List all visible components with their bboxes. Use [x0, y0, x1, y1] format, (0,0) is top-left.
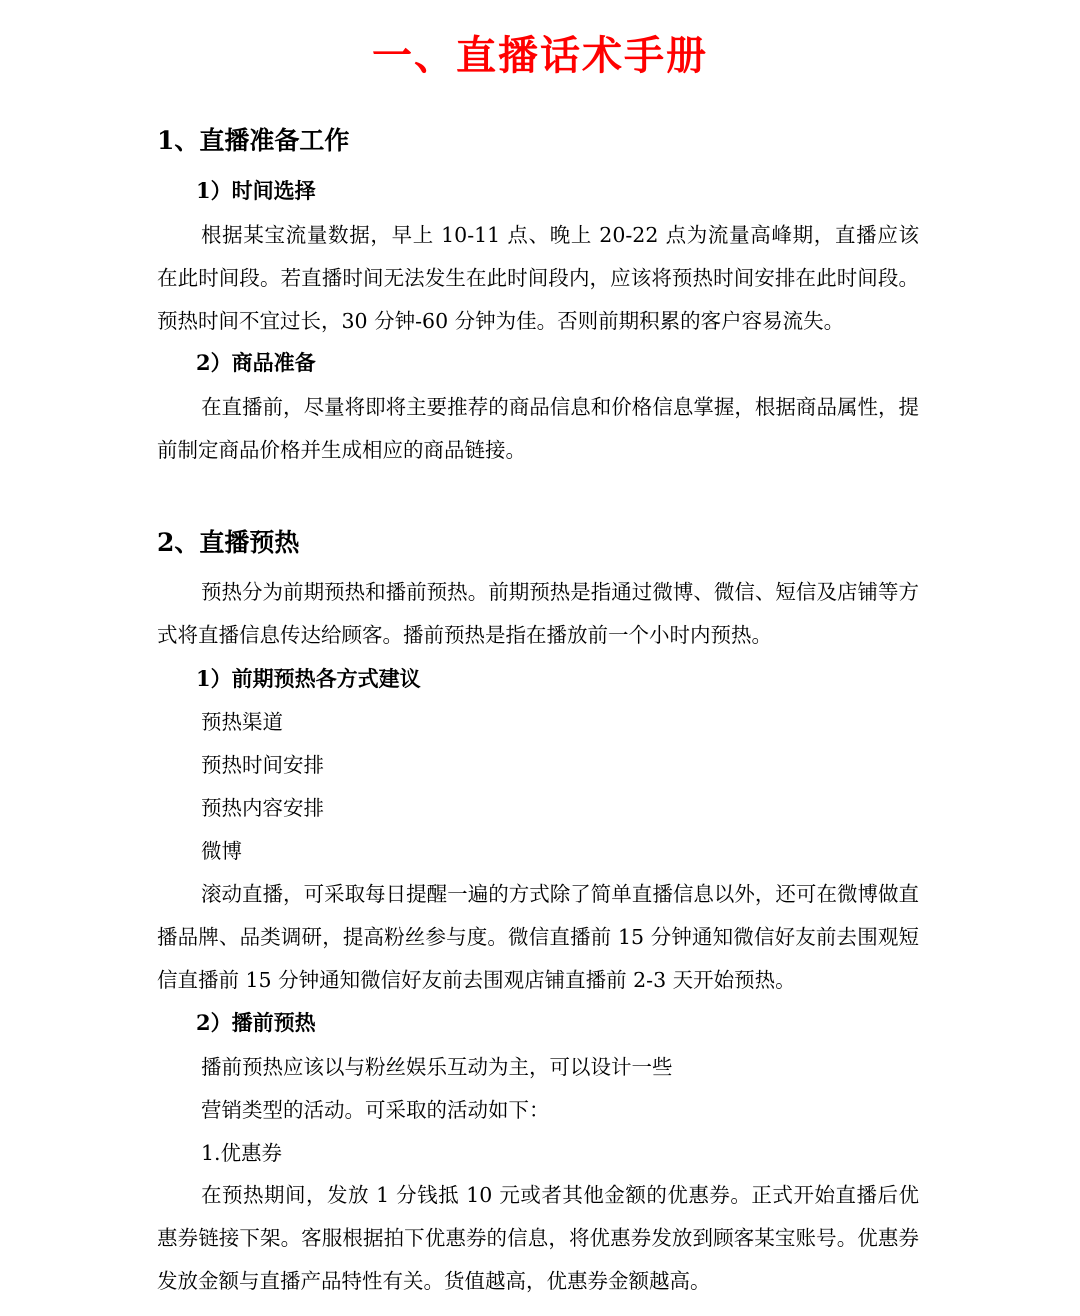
paragraph-coupon: 在预热期间，发放 1 分钱抵 10 元或者其他金额的优惠券。正式开始直播后优惠券链接下架。客服根据拍下优惠券的信息，将优惠券发放到顾客某宝账号。优惠券发放金额与直播产品特性有关。货值越高，优惠券金额越高。 [157, 1183, 919, 1293]
list-item: 预热内容安排 [201, 796, 324, 820]
list-item: 预热渠道 [201, 710, 283, 734]
list-item: 微博 [201, 839, 242, 863]
section-heading-preparation: 1、直播准备工作 [157, 126, 350, 155]
subheading-early-warmup: 1）前期预热各方式建议 [196, 666, 421, 691]
subheading-product-preparation: 2）商品准备 [196, 350, 316, 375]
text-line: 营销类型的活动。可采取的活动如下： [201, 1098, 550, 1122]
paragraph-warmup-intro: 预热分为前期预热和播前预热。前期预热是指通过微博、微信、短信及店铺等方式将直播信息传达给顾客。播前预热是指在播放前一个小时内预热。 [157, 580, 919, 647]
text-line: 播前预热应该以与粉丝娱乐互动为主，可以设计一些 [201, 1055, 673, 1079]
list-label-coupon: 1.优惠券 [201, 1141, 283, 1165]
subheading-time-selection: 1）时间选择 [196, 178, 316, 203]
paragraph-product-preparation: 在直播前，尽量将即将主要推荐的商品信息和价格信息掌握，根据商品属性，提前制定商品价格并生成相应的商品链接。 [157, 395, 919, 462]
subheading-pre-broadcast-warmup: 2）播前预热 [196, 1010, 316, 1035]
document-title: 一、直播话术手册 [372, 32, 708, 79]
paragraph-time-selection: 根据某宝流量数据，早上 10-11 点、晚上 20-22 点为流量高峰期，直播应该在此时间段。若直播时间无法发生在此时间段内，应该将预热时间安排在此时间段。预热时间不宜过长，30 分钟-60 分钟为佳。否则前期积累的客户容易流失。 [157, 223, 919, 333]
list-item: 预热时间安排 [201, 753, 324, 777]
paragraph-weibo-method: 滚动直播，可采取每日提醒一遍的方式除了简单直播信息以外，还可在微博做直播品牌、品类调研，提高粉丝参与度。微信直播前 15 分钟通知微信好友前去围观短信直播前 15 分钟通知微信好友前去围观店铺直播前 2-3 天开始预热。 [157, 882, 919, 992]
section-heading-warmup: 2、直播预热 [157, 528, 300, 557]
